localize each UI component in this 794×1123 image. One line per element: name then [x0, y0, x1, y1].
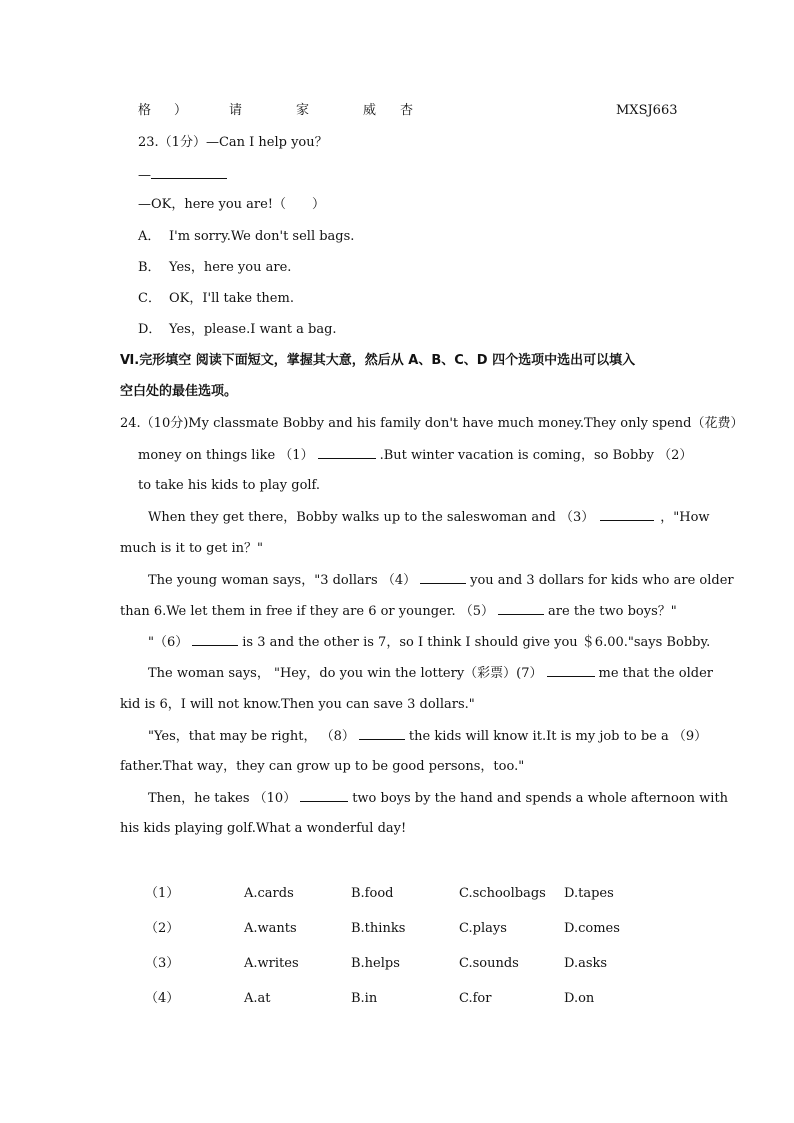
passage-text: Then，he takes （10）: [148, 791, 297, 806]
header-char: 格: [138, 103, 152, 118]
option-letter: C．: [138, 291, 161, 306]
section-heading-cont: 空白处的最佳选项。: [120, 384, 238, 399]
choice-row: [0, 990, 794, 1008]
passage-text: are the two boys？": [548, 604, 677, 619]
choice-a: A.at: [244, 991, 271, 1006]
answer-blank: [498, 602, 544, 615]
header-char: ）: [174, 103, 188, 118]
choice-c: C.for: [459, 991, 492, 1006]
passage-text: than 6.We let them in free if they are 6 or younger. （5）: [120, 604, 495, 619]
option-text: I'm sorry.We don't sell bags.: [169, 229, 355, 244]
passage-text: ，"How: [660, 510, 710, 525]
option-text: Yes，please.I want a bag.: [169, 322, 337, 337]
choice-row: [0, 955, 794, 973]
choice-number: （3）: [145, 956, 180, 971]
q23-answer-line: [138, 166, 227, 185]
answer-blank: [547, 664, 595, 677]
q23-reply: —OK，here you are!（ ）: [138, 197, 326, 212]
choice-a: A.cards: [244, 886, 294, 901]
q23-option-d: [138, 321, 337, 339]
option-letter: B．: [138, 260, 161, 275]
passage-text: money on things like （1）: [138, 448, 314, 463]
choice-number: （4）: [145, 991, 180, 1006]
answer-blank: [192, 633, 238, 646]
passage-text: .But winter vacation is coming，so Bobby （2）: [379, 448, 693, 463]
answer-blank: [359, 727, 405, 740]
choice-row: [0, 920, 794, 938]
passage-text: The young woman says，"3 dollars （4）: [148, 573, 417, 588]
choice-c: C.plays: [459, 921, 507, 936]
passage-line: [138, 446, 692, 465]
choice-d: D.on: [564, 991, 595, 1006]
section-heading: Ⅵ.完形填空 阅读下面短文，掌握其大意，然后从 A、B、C、D 四个选项中选出可以填入: [120, 353, 636, 368]
choice-number: （2）: [145, 921, 180, 936]
option-text: OK，I'll take them.: [169, 291, 294, 306]
choice-c: C.schoolbags: [459, 886, 546, 901]
passage-line: [148, 789, 728, 808]
passage-line: [120, 602, 677, 621]
answer-blank: [300, 789, 348, 802]
option-text: Yes，here you are.: [169, 260, 292, 275]
passage-line: his kids playing golf.What a wonderful day!: [120, 821, 407, 836]
choice-b: B.thinks: [351, 921, 406, 936]
q23-option-a: [138, 228, 355, 246]
option-letter: A．: [138, 229, 161, 244]
passage-line: [148, 633, 710, 652]
passage-line: [148, 508, 710, 527]
passage-text: "Yes，that may be right， （8）: [148, 729, 355, 744]
header-char: 杏: [400, 103, 414, 118]
choice-a: A.writes: [244, 956, 299, 971]
choice-b: B.food: [351, 886, 394, 901]
header-char: 请: [229, 103, 243, 118]
answer-blank: [151, 166, 227, 179]
header-char: 威: [363, 103, 377, 118]
choice-d: D.tapes: [564, 886, 614, 901]
choice-a: A.wants: [244, 921, 297, 936]
document-code: MXSJ663: [616, 103, 678, 118]
choice-number: （1）: [145, 886, 180, 901]
passage-text: is 3 and the other is 7，so I think I should give you ＄6.00."says Bobby.: [242, 635, 711, 650]
choice-d: D.asks: [564, 956, 608, 971]
passage-line: [148, 727, 707, 746]
page-header: [0, 102, 794, 120]
passage-text: the kids will know it.It is my job to be a （9）: [408, 729, 708, 744]
choice-d: D.comes: [564, 921, 620, 936]
choice-b: B.in: [351, 991, 378, 1006]
passage-line: much is it to get in？": [120, 541, 264, 556]
passage-line: [148, 571, 734, 590]
passage-text: The woman says， "Hey，do you win the lottery（彩票）(7）: [148, 666, 543, 681]
passage-text: two boys by the hand and spends a whole afternoon with: [352, 791, 729, 806]
q23-option-b: [138, 259, 292, 277]
answer-blank: [318, 446, 376, 459]
q23-dash: —: [138, 168, 151, 183]
passage-line: kid is 6，I will not know.Then you can save 3 dollars.": [120, 697, 475, 712]
q23-stem: 23.（1分）—Can I help you？: [138, 135, 328, 150]
header-char: 家: [296, 103, 310, 118]
passage-text: me that the older: [598, 666, 714, 681]
q23-option-c: [138, 290, 294, 308]
passage-line: father.That way，they can grow up to be good persons，too.": [120, 759, 525, 774]
choice-b: B.helps: [351, 956, 400, 971]
passage-text: "（6）: [148, 635, 189, 650]
choice-row: [0, 885, 794, 903]
answer-blank: [420, 571, 466, 584]
passage-text: you and 3 dollars for kids who are older: [470, 573, 734, 588]
choice-c: C.sounds: [459, 956, 519, 971]
passage-line: [148, 664, 713, 683]
option-letter: D．: [138, 322, 162, 337]
passage-line: to take his kids to play golf.: [138, 478, 321, 493]
passage-line: 24.（10分)My classmate Bobby and his family don't have much money.They only spend（花费）: [120, 416, 744, 431]
answer-blank: [600, 508, 654, 521]
passage-text: When they get there，Bobby walks up to the saleswoman and （3）: [148, 510, 595, 525]
